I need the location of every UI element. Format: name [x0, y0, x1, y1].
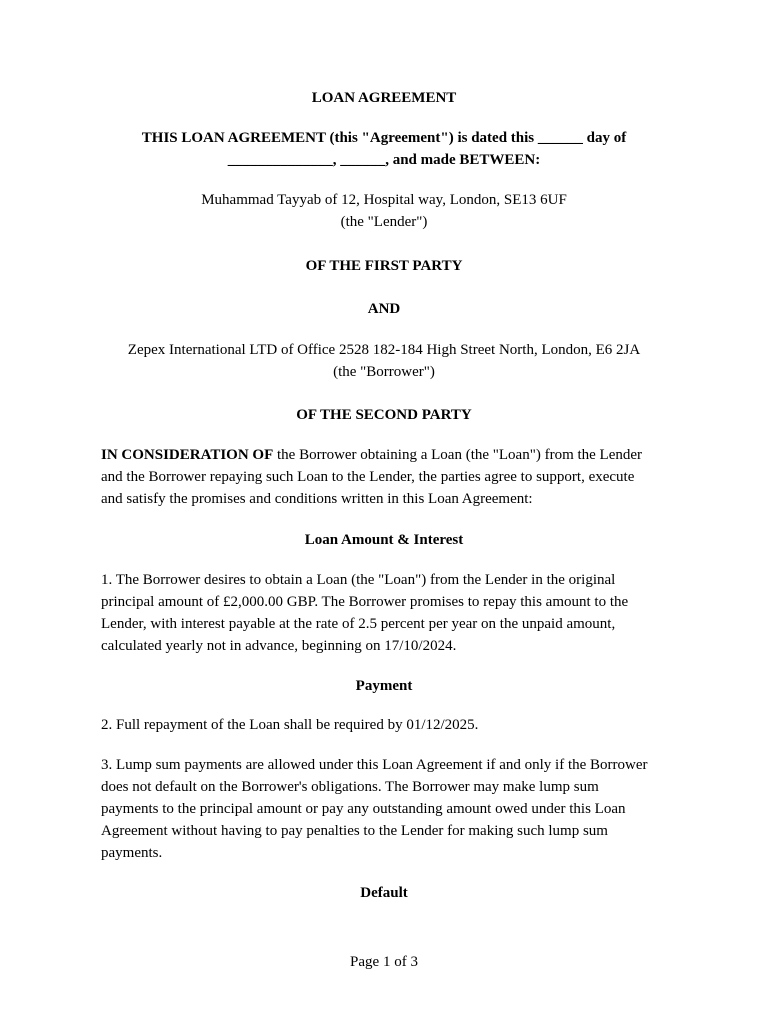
clause-1-line-1: 1. The Borrower desires to obtain a Loan (the "Loan") from the Lender in the original	[101, 572, 616, 588]
first-party-heading: OF THE FIRST PARTY	[305, 258, 463, 274]
clause-3-line-3: payments to the principal amount or pay any outstanding amount owed under this Loan	[101, 801, 626, 817]
consideration-line-3: and satisfy the promises and conditions written in this Loan Agreement:	[101, 491, 533, 507]
lender-role: (the "Lender")	[340, 214, 428, 230]
document-title: LOAN AGREEMENT	[311, 90, 457, 106]
intro-line-1: THIS LOAN AGREEMENT (this "Agreement") is dated this ______ day of	[141, 130, 627, 146]
clause-1	[101, 569, 667, 657]
borrower-name-address: Zepex International LTD of Office 2528 182-184 High Street North, London, E6 2JA	[127, 342, 641, 358]
default-heading: Default	[360, 885, 408, 901]
payment-heading: Payment	[355, 678, 413, 694]
clause-3-line-1: 3. Lump sum payments are allowed under this Loan Agreement if and only if the Borrower	[101, 757, 648, 773]
agreement-intro	[90, 127, 678, 171]
consideration-paragraph	[101, 444, 667, 510]
clause-3-line-5: payments.	[101, 845, 163, 861]
consideration-line-2: and the Borrower repaying such Loan to the Lender, the parties agree to support, execute	[101, 469, 635, 485]
borrower-role: (the "Borrower")	[333, 364, 435, 380]
consideration-lead: IN CONSIDERATION OF	[101, 447, 274, 463]
clause-1-line-3: Lender, with interest payable at the rate of 2.5 percent per year on the unpaid amount,	[101, 616, 616, 632]
second-party-heading: OF THE SECOND PARTY	[296, 407, 472, 423]
consideration-line-1-text: the Borrower obtaining a Loan (the "Loan") from the Lender	[273, 447, 643, 463]
consideration-line-1	[101, 444, 667, 466]
clause-1-line-4: calculated yearly not in advance, beginning on 17/10/2024.	[101, 638, 457, 654]
clause-3-line-2: does not default on the Borrower's obligations. The Borrower may make lump sum	[101, 779, 599, 795]
borrower-block	[90, 339, 678, 383]
lender-block	[90, 189, 678, 233]
clause-3	[101, 754, 667, 864]
clause-1-line-2: principal amount of £2,000.00 GBP. The Borrower promises to repay this amount to the	[101, 594, 629, 610]
and-heading: AND	[367, 301, 401, 317]
clause-3-line-4: Agreement without having to pay penalties to the Lender for making such lump sum	[101, 823, 608, 839]
page-number: Page 1 of 3	[350, 954, 418, 970]
lender-name-address: Muhammad Tayyab of 12, Hospital way, London, SE13 6UF	[201, 192, 567, 208]
loan-amount-heading: Loan Amount & Interest	[304, 532, 464, 548]
intro-line-2: ______________, ______, and made BETWEEN:	[227, 152, 541, 168]
clause-2: 2. Full repayment of the Loan shall be required by 01/12/2025.	[101, 717, 479, 733]
